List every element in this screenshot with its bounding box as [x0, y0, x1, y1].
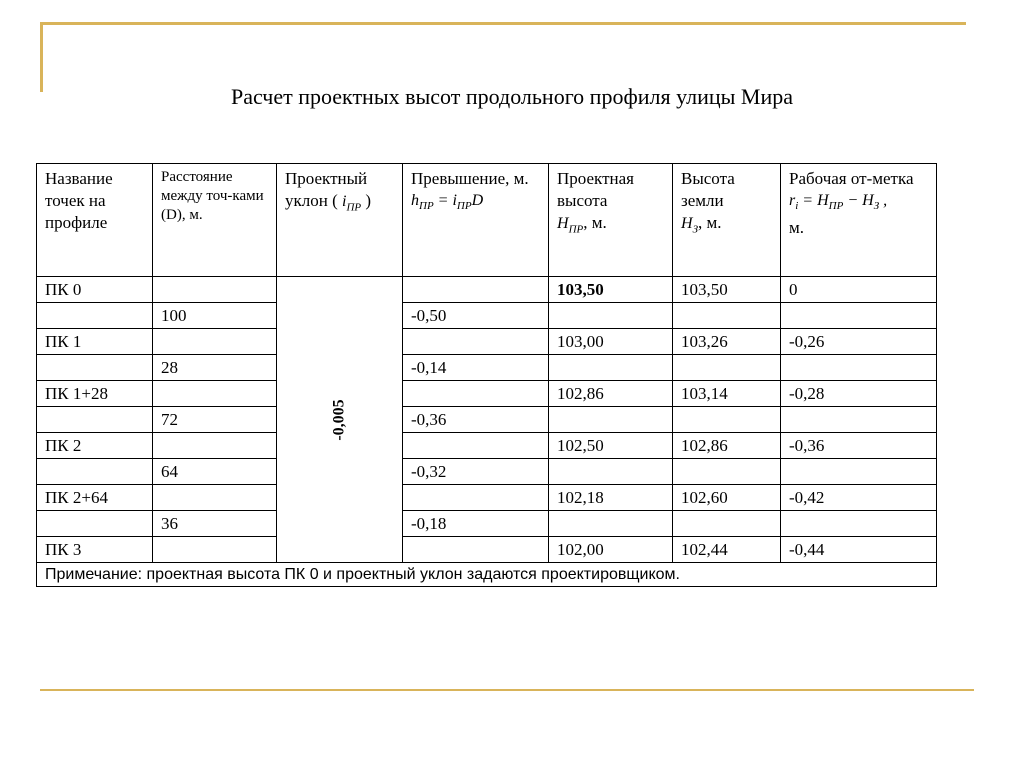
- table-note: Примечание: проектная высота ПК 0 и проектный уклон задаются проектировщиком.: [37, 563, 937, 587]
- profile-table: [36, 163, 937, 587]
- cell-name: [37, 303, 153, 329]
- cell-name: [37, 355, 153, 381]
- cell-name: ПК 2: [37, 433, 153, 459]
- cell-name: ПК 1: [37, 329, 153, 355]
- cell-ground: 103,26: [673, 329, 781, 355]
- cell-work: -0,36: [781, 433, 937, 459]
- table-row: [37, 433, 937, 459]
- cell-design: 103,00: [549, 329, 673, 355]
- cell-excess: [403, 277, 549, 303]
- cell-design: 103,50: [549, 277, 673, 303]
- cell-excess: -0,36: [403, 407, 549, 433]
- cell-name: ПК 1+28: [37, 381, 153, 407]
- cell-work: [781, 355, 937, 381]
- header-point-name: Название точек на профиле: [37, 164, 153, 277]
- cell-ground: 102,86: [673, 433, 781, 459]
- table-note-row: [37, 563, 937, 587]
- cell-design: [549, 355, 673, 381]
- cell-work: [781, 303, 937, 329]
- decorative-left-line: [40, 22, 43, 92]
- header-work-mark: Рабочая от-метка $r_i = H_{ПР} - H_З$ , м.: [781, 164, 937, 277]
- cell-design: [549, 407, 673, 433]
- table-row: [37, 459, 937, 485]
- cell-distance: 28: [153, 355, 277, 381]
- cell-ground: [673, 355, 781, 381]
- header-distance: Расстояние между точ-ками (D), м.: [153, 164, 277, 277]
- cell-work: -0,44: [781, 537, 937, 563]
- cell-work: -0,26: [781, 329, 937, 355]
- cell-distance: 64: [153, 459, 277, 485]
- table-row: [37, 277, 937, 303]
- table-row: [37, 303, 937, 329]
- cell-name: ПК 3: [37, 537, 153, 563]
- table-header-row: [37, 164, 937, 277]
- cell-work: [781, 407, 937, 433]
- cell-distance: [153, 485, 277, 511]
- cell-distance: 72: [153, 407, 277, 433]
- cell-distance: [153, 381, 277, 407]
- cell-name: [37, 459, 153, 485]
- header-slope: Проектный уклон ( $i_{ПР}$ ): [277, 164, 403, 277]
- cell-design: [549, 511, 673, 537]
- cell-ground: 102,60: [673, 485, 781, 511]
- cell-work: -0,42: [781, 485, 937, 511]
- work-formula: $r_i = H_{ПР} - H_З$ ,: [789, 192, 888, 213]
- cell-ground: [673, 303, 781, 329]
- cell-distance: [153, 433, 277, 459]
- cell-design: [549, 303, 673, 329]
- cell-name: ПК 2+64: [37, 485, 153, 511]
- cell-name: ПК 0: [37, 277, 153, 303]
- header-ground-height: Высота земли $H_З$, м.: [673, 164, 781, 277]
- cell-distance: [153, 277, 277, 303]
- cell-work: [781, 511, 937, 537]
- decorative-bottom-line: [40, 689, 974, 691]
- cell-excess: [403, 381, 549, 407]
- cell-distance: 100: [153, 303, 277, 329]
- cell-excess: -0,50: [403, 303, 549, 329]
- cell-excess: [403, 485, 549, 511]
- slope-value: -0,005: [330, 399, 348, 441]
- cell-excess: -0,32: [403, 459, 549, 485]
- table-row: [37, 485, 937, 511]
- cell-design: 102,00: [549, 537, 673, 563]
- cell-excess: [403, 433, 549, 459]
- decorative-top-line: [40, 22, 966, 25]
- table-row: [37, 381, 937, 407]
- cell-ground: 103,14: [673, 381, 781, 407]
- cell-design: [549, 459, 673, 485]
- cell-design: 102,50: [549, 433, 673, 459]
- table-row: [37, 329, 937, 355]
- cell-work: -0,28: [781, 381, 937, 407]
- table-row: [37, 407, 937, 433]
- header-design-height: Проектная высота $H_{ПР}$, м.: [549, 164, 673, 277]
- cell-ground: [673, 511, 781, 537]
- table-row: [37, 511, 937, 537]
- cell-work: [781, 459, 937, 485]
- cell-excess: -0,14: [403, 355, 549, 381]
- cell-excess: [403, 329, 549, 355]
- cell-design: 102,18: [549, 485, 673, 511]
- header-excess: Превышение, м. $h_{ПР} = i_{ПР}D$: [403, 164, 549, 277]
- excess-formula: $h_{ПР} = i_{ПР}D$: [411, 192, 484, 213]
- cell-excess: [403, 537, 549, 563]
- cell-ground: 103,50: [673, 277, 781, 303]
- cell-name: [37, 511, 153, 537]
- table-row: [37, 537, 937, 563]
- page-title: Расчет проектных высот продольного профиля улицы Мира: [230, 84, 794, 109]
- cell-ground: [673, 459, 781, 485]
- cell-ground: 102,44: [673, 537, 781, 563]
- cell-distance: [153, 537, 277, 563]
- cell-design: 102,86: [549, 381, 673, 407]
- cell-name: [37, 407, 153, 433]
- slope-value-cell: [277, 277, 403, 563]
- cell-work: 0: [781, 277, 937, 303]
- cell-distance: 36: [153, 511, 277, 537]
- cell-distance: [153, 329, 277, 355]
- table-row: [37, 355, 937, 381]
- cell-ground: [673, 407, 781, 433]
- cell-excess: -0,18: [403, 511, 549, 537]
